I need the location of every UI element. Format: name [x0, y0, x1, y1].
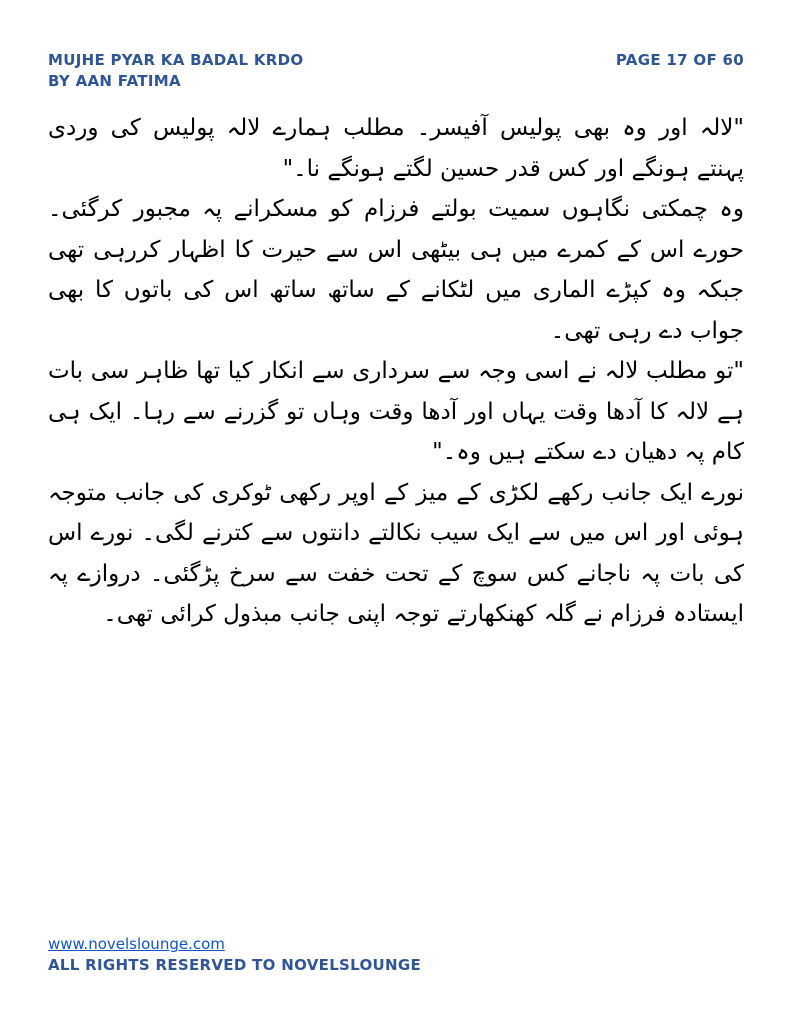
- page-footer: [48, 934, 421, 976]
- paragraph: وہ چمکتی نگاہوں سمیت بولتے فرزام کو مسکرانے پہ مجبور کرگئی۔ حورے اس کے کمرے میں ہی بیٹھی اس سے حیرت کا اظہار کررہی تھی جبکہ وہ کپڑے الماری میں لٹکانے کے ساتھ ساتھ اس کی باتوں کا بھی جواب دے رہی تھی۔: [48, 196, 744, 344]
- paragraph: "لالہ اور وہ بھی پولیس آفیسر۔ مطلب ہمارے لالہ پولیس کی وردی پہنتے ہونگے اور کس قدر حسین لگتے ہونگے نا۔": [48, 115, 744, 182]
- header-left: [48, 50, 303, 92]
- website-link[interactable]: www.novelslounge.com: [48, 935, 225, 953]
- author-name: BY AAN FATIMA: [48, 72, 181, 90]
- paragraph: "تو مطلب لالہ نے اسی وجہ سے سرداری سے انکار کیا تھا ظاہر سی بات ہے لالہ کا آدھا وقت یہاں اور آدھا وقت وہاں تو گزرنے سے رہا۔ ایک ہی کام پہ دھیان دے سکتے ہیں وہ۔": [48, 358, 744, 465]
- page-number: PAGE 17 OF 60: [615, 51, 744, 69]
- paragraph: نورے ایک جانب رکھے لکڑی کے میز کے اوپر رکھی ٹوکری کی جانب متوجہ ہوئی اور اس میں سے ایک سیب نکالتے دانتوں سے کترنے لگی۔ نورے اس کی بات پہ ناجانے کس سوچ کے تحت خفت سے سرخ پڑگئی۔ دروازے پہ ایستادہ فرزام نے گلہ کھنکھارتے توجہ اپنی جانب مبذول کرائی تھی۔: [48, 479, 744, 627]
- novel-title: MUJHE PYAR KA BADAL KRDO: [48, 51, 304, 69]
- copyright-notice: ALL RIGHTS RESERVED TO NOVELSLOUNGE: [48, 956, 422, 974]
- body-text: [48, 108, 744, 635]
